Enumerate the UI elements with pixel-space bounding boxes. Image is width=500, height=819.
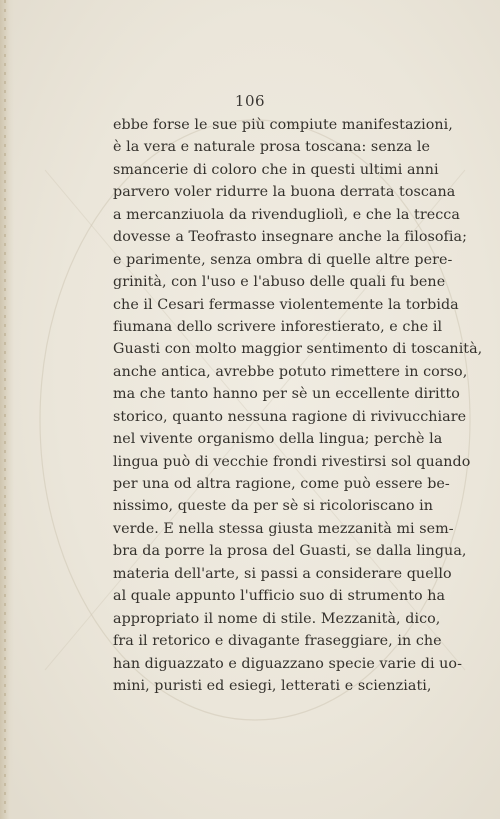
text-line: anche antica, avrebbe potuto rimettere in corso, [113, 363, 468, 380]
text-line: nel vivente organismo della lingua; perchè la [113, 431, 443, 448]
text-line: fiumana dello scrivere inforestierato, e che il [113, 318, 443, 335]
text-line: nissimo, queste da per sè si ricoloriscano in [113, 498, 434, 515]
text-line: bra da porre la prosa del Guasti, se dalla lingua, [113, 543, 467, 560]
page-number: 106 [234, 92, 266, 110]
text-line: Guasti con molto maggior sentimento di toscanità, [113, 341, 483, 358]
text-line: che il Cesari fermasse violentemente la torbida [113, 296, 459, 313]
text-line: ebbe forse le sue più compiute manifestazioni, [113, 117, 453, 133]
text-line: al quale appunto l'ufficio suo di strumento ha [113, 588, 446, 605]
text-line: mini, puristi ed esiegi, letterati e scienziati, [113, 677, 432, 694]
text-line: appropriato il nome di stile. Mezzanità, dico, [113, 610, 441, 627]
text-line: materia dell'arte, si passi a considerare quello [113, 565, 452, 582]
text-line: dovesse a Teofrasto insegnare anche la filosofia; [113, 229, 467, 246]
text-line: parvero voler ridurre la buona derrata toscana [113, 184, 456, 201]
text-line: verde. E nella stessa giusta mezzanità mi sem- [113, 520, 454, 537]
text-line: storico, quanto nessuna ragione di rivivucchiare [113, 408, 467, 425]
text-line: ma che tanto hanno per sè un eccellente diritto [113, 386, 460, 403]
text-line: è la vera e naturale prosa toscana: senza le [113, 139, 430, 156]
text-line: per una od altra ragione, come può essere be- [113, 476, 450, 492]
text-line: e parimente, senza ombra di quelle altre pere- [113, 251, 453, 268]
text-line: lingua può di vecchie frondi rivestirsi sol quando [113, 453, 471, 470]
text-line: grinità, con l'uso e l'abuso delle quali fu bene [113, 274, 446, 291]
text-line: fra il retorico e divagante fraseggiare, in che [113, 633, 442, 650]
body-text [113, 114, 483, 697]
text-line: a mercanziuola da rivendugliolì, e che la trecca [113, 206, 460, 223]
text-line: han diguazzato e diguazzano specie varie di uo- [113, 655, 462, 672]
text-line: smancerie di coloro che in questi ultimi anni [113, 161, 439, 178]
